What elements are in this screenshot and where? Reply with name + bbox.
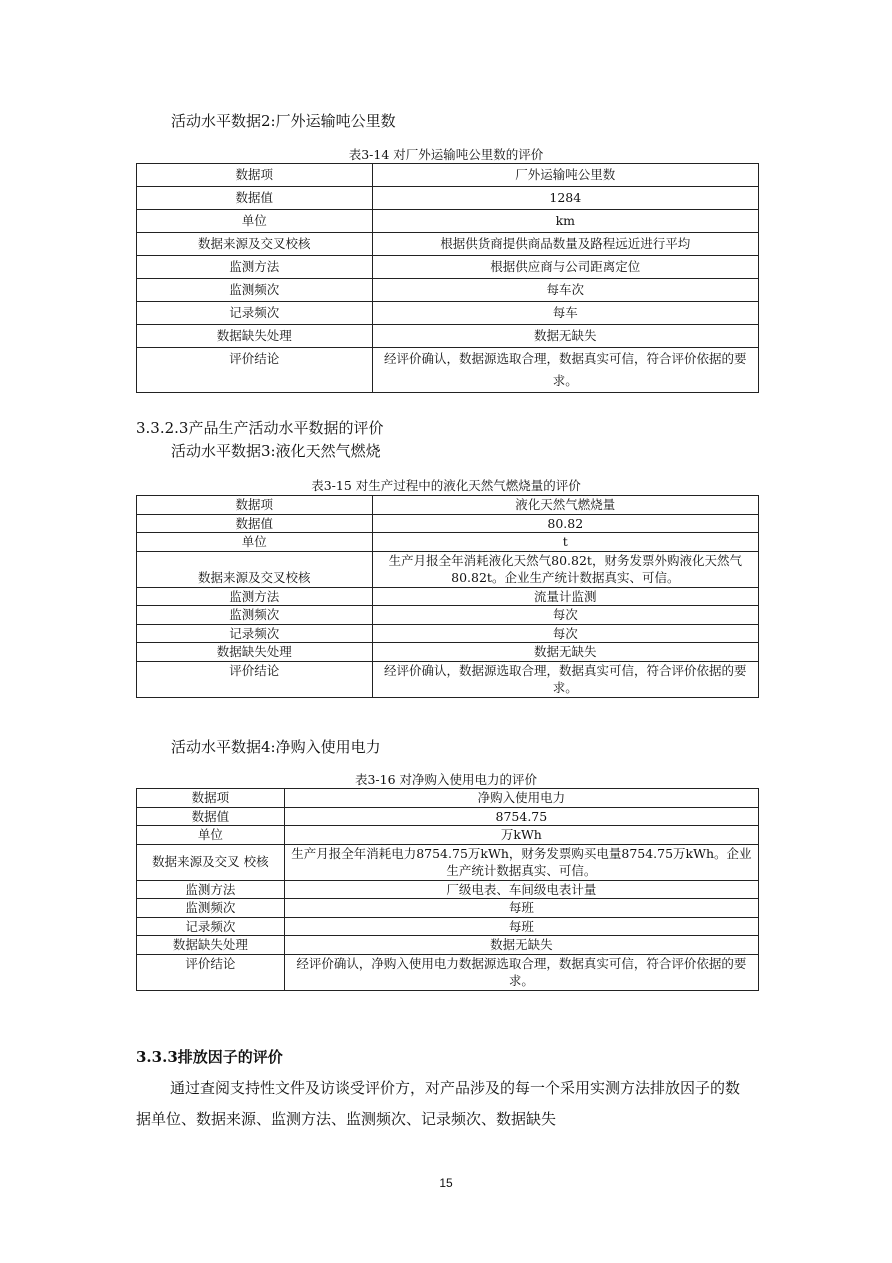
row-label: 数据值: [137, 187, 373, 210]
page-number: 15: [439, 1176, 453, 1190]
row-value: 生产月报全年消耗电力8754.75万kWh，财务发票购买电量8754.75万kWh。企业生产统计数据真实、可信。: [284, 844, 758, 880]
table-row: [137, 844, 759, 880]
row-value: 每次: [372, 624, 758, 643]
table-row: [137, 606, 759, 625]
body-paragraph: 通过查阅支持性文件及访谈受评价方，对产品涉及的每一个采用实测方法排放因子的数据单位、数据来源、监测方法、监测频次、记录频次、数据缺失: [136, 1079, 741, 1128]
section-heading-activity-4: 活动水平数据4:净购入使用电力: [171, 738, 381, 756]
table-caption-3-16: 表3-16 对净购入使用电力的评价: [354, 772, 538, 787]
row-label: 数据值: [137, 514, 373, 533]
table-row: [137, 551, 759, 587]
row-label: 数据来源及交叉校核: [137, 551, 373, 587]
table-row: [137, 279, 759, 302]
section-heading-activity-2: 活动水平数据2:厂外运输吨公里数: [171, 112, 396, 130]
table-row: [137, 643, 759, 662]
row-value: 1284: [372, 187, 758, 210]
table-row: [137, 302, 759, 325]
row-value: 80.82: [372, 514, 758, 533]
row-value: 生产月报全年消耗液化天然气80.82t，财务发票外购液化天然气80.82t。企业生产统计数据真实、可信。: [372, 551, 758, 587]
row-value: 每次: [372, 606, 758, 625]
row-value: 每车: [372, 302, 758, 325]
section-heading-activity-3: 活动水平数据3:液化天然气燃烧: [171, 442, 381, 460]
row-label: 监测方法: [137, 256, 373, 279]
row-value: 净购入使用电力: [284, 789, 758, 808]
row-label: 记录频次: [137, 917, 285, 936]
table-row: [137, 325, 759, 348]
row-value: 经评价确认，净购入使用电力数据源选取合理，数据真实可信，符合评价依据的要求。: [284, 954, 758, 990]
row-value: 数据无缺失: [372, 325, 758, 348]
table-row: [137, 880, 759, 899]
row-value: 液化天然气燃烧量: [372, 496, 758, 515]
row-value: 经评价确认，数据源选取合理，数据真实可信，符合评价依据的要求。: [372, 661, 758, 697]
row-value: 每班: [284, 917, 758, 936]
row-label: 数据值: [137, 807, 285, 826]
row-label: 数据缺失处理: [137, 325, 373, 348]
table-row: [137, 936, 759, 955]
table-row: [137, 256, 759, 279]
row-value: t: [372, 533, 758, 552]
row-label: 监测频次: [137, 606, 373, 625]
table-row: [137, 210, 759, 233]
table-row: [137, 917, 759, 936]
row-label: 数据项: [137, 789, 285, 808]
table-3-14: [136, 163, 759, 393]
row-label: 监测频次: [137, 279, 373, 302]
subsection-heading-3-3-2-3: 3.3.2.3产品生产活动水平数据的评价: [136, 419, 384, 437]
row-label: 单位: [137, 210, 373, 233]
table-row: [137, 496, 759, 515]
row-value: 数据无缺失: [284, 936, 758, 955]
row-label: 评价结论: [137, 661, 373, 697]
table-row: [137, 789, 759, 808]
table-row: [137, 233, 759, 256]
table-row: [137, 954, 759, 990]
row-label: 评价结论: [137, 954, 285, 990]
table-row: [137, 807, 759, 826]
table-row: [137, 826, 759, 845]
row-label: 数据来源及交叉 校核: [137, 844, 285, 880]
table-row: [137, 514, 759, 533]
row-value: 厂外运输吨公里数: [372, 164, 758, 187]
row-label: 数据来源及交叉校核: [137, 233, 373, 256]
row-value: 流量计监测: [372, 587, 758, 606]
row-label: 监测频次: [137, 899, 285, 918]
row-value: 每班: [284, 899, 758, 918]
row-value: 根据供货商提供商品数量及路程远近进行平均: [372, 233, 758, 256]
table-row: [137, 187, 759, 210]
row-label: 单位: [137, 826, 285, 845]
table-3-16: [136, 788, 759, 991]
row-value: 经评价确认，数据源选取合理，数据真实可信，符合评价依据的要求。: [372, 348, 758, 393]
table-row: [137, 624, 759, 643]
row-label: 数据项: [137, 496, 373, 515]
row-label: 记录频次: [137, 302, 373, 325]
section-heading-3-3-3: 3.3.3排放因子的评价: [136, 1048, 283, 1066]
row-label: 监测方法: [137, 880, 285, 899]
row-value: km: [372, 210, 758, 233]
row-value: 万kWh: [284, 826, 758, 845]
table-row: [137, 164, 759, 187]
row-label: 记录频次: [137, 624, 373, 643]
table-3-15: [136, 495, 759, 698]
row-value: 8754.75: [284, 807, 758, 826]
table-row: [137, 533, 759, 552]
table-row: [137, 587, 759, 606]
row-label: 监测方法: [137, 587, 373, 606]
row-label: 数据项: [137, 164, 373, 187]
row-value: 数据无缺失: [372, 643, 758, 662]
row-label: 数据缺失处理: [137, 643, 373, 662]
table-caption-3-14: 表3-14 对厂外运输吨公里数的评价: [348, 147, 544, 162]
table-row: [137, 348, 759, 393]
row-value: 根据供应商与公司距离定位: [372, 256, 758, 279]
table-row: [137, 661, 759, 697]
row-label: 评价结论: [137, 348, 373, 393]
row-value: 厂级电表、车间级电表计量: [284, 880, 758, 899]
row-label: 单位: [137, 533, 373, 552]
table-caption-3-15: 表3-15 对生产过程中的液化天然气燃烧量的评价: [311, 478, 581, 493]
row-value: 每车次: [372, 279, 758, 302]
table-row: [137, 899, 759, 918]
row-label: 数据缺失处理: [137, 936, 285, 955]
